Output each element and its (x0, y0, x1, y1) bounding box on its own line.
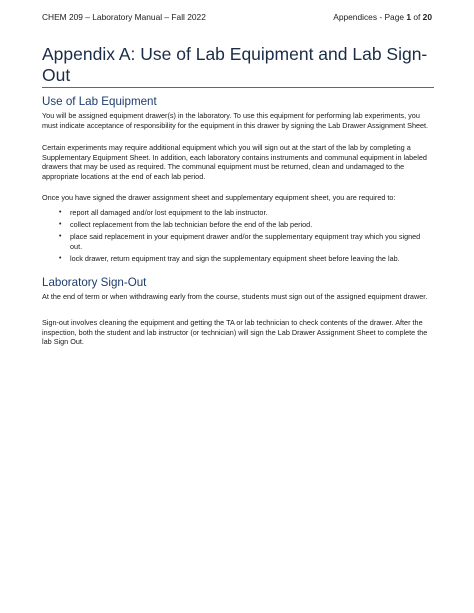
page-title: Appendix A: Use of Lab Equipment and Lab Sign-Out (42, 44, 428, 85)
list-item-text: report all damaged and/or lost equipment to the lab instructor. (70, 208, 268, 217)
bullet-icon: • (59, 232, 62, 240)
header-page-prefix: Appendices - Page (333, 12, 407, 22)
list-item-text: collect replacement from the lab technician before the end of the lab period. (70, 219, 313, 229)
requirements-list (42, 208, 434, 266)
list-item (42, 208, 434, 218)
list-item-text: lock drawer, return equipment tray and sign the supplementary equipment sheet before leaving the lab. (70, 253, 400, 263)
paragraph-sign-out-timing: At the end of term or when withdrawing early from the course, students must sign out of the assigned equipment drawer. (42, 292, 428, 301)
bullet-icon: • (59, 254, 62, 262)
list-item-text: place said replacement in your equipment drawer and/or the supplementary equipment tray which you signed out. (70, 231, 421, 251)
list-item (42, 220, 434, 230)
paragraph-drawer-assignment: You will be assigned equipment drawer(s) in the laboratory. To use this equipment for performing lab experiments, you must indicate acceptance of responsibility for the equipment in this drawer by signing the Lab Drawer Assignment Sheet. (42, 111, 429, 130)
paragraph-supplementary-equipment: Certain experiments may require additional equipment which you will sign out at the start of the lab by completing a Supplementary Equipment Sheet. In addition, each laboratory contains instruments and communal equipment in labeled drawers that may be used as required. The communal equipment must be returned, clean and undamaged to the appropriate locations at the end of each lab period. (42, 143, 427, 181)
list-item (42, 232, 434, 251)
header-course-title: CHEM 209 – Laboratory Manual – Fall 2022 (42, 12, 206, 22)
bullet-icon: • (59, 220, 62, 228)
header-total-pages: 20 (422, 12, 432, 22)
page-header (42, 12, 432, 26)
paragraph-sign-out-process: Sign-out involves cleaning the equipment and getting the TA or lab technician to check contents of the drawer. After the inspection, both the student and lab instructor (or technician) will sign the Lab Drawer Assignment Sheet to complete the lab Sign Out. (42, 318, 428, 347)
paragraph-requirements-intro: Once you have signed the drawer assignment sheet and supplementary equipment sheet, you are required to: (42, 193, 396, 202)
header-current-page: 1 (406, 12, 412, 22)
header-of: of (411, 12, 423, 22)
section-heading-lab-sign-out: Laboratory Sign-Out (42, 276, 147, 289)
header-page-number (333, 12, 432, 22)
bullet-icon: • (59, 209, 62, 216)
title-underline (42, 87, 434, 88)
section-heading-lab-equipment: Use of Lab Equipment (42, 95, 157, 108)
list-item (42, 254, 434, 264)
